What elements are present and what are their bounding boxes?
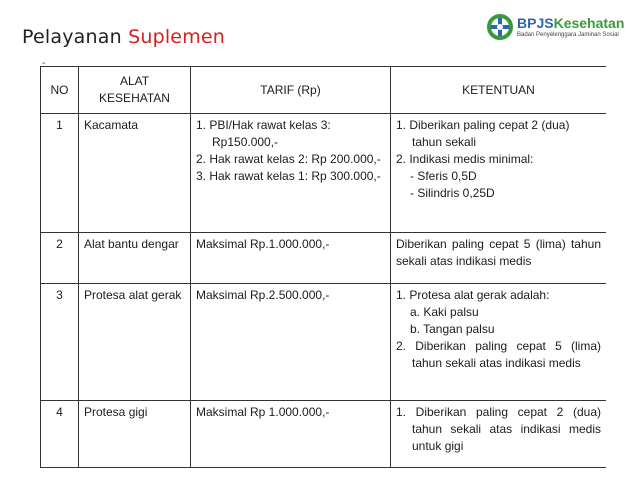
ketentuan-item: 2. Diberikan paling cepat 5 (lima) tahun sekali atas indikasi medis xyxy=(396,339,601,370)
cell-tarif: Maksimal Rp.1.000.000,- xyxy=(191,233,391,284)
cell-ketentuan xyxy=(391,401,607,468)
bpjs-logo xyxy=(487,14,627,42)
logo-name-b: Kesehatan xyxy=(553,15,625,31)
cell-tarif: Maksimal Rp.2.500.000,- xyxy=(191,284,391,401)
ketentuan-item: 2. Indikasi medis minimal: xyxy=(396,152,534,166)
ketentuan-item: 1. Diberikan paling cepat 2 (dua) tahun sekali xyxy=(396,118,570,149)
supplement-table xyxy=(40,66,606,468)
cell-ketentuan: Diberikan paling cepat 5 (lima) tahun sekali atas indikasi medis xyxy=(391,233,607,284)
header-tarif: TARIF (Rp) xyxy=(191,67,391,114)
tarif-item: 3. Hak rawat kelas 1: Rp 300.000,- xyxy=(196,169,381,183)
table-row xyxy=(41,401,607,468)
table-row xyxy=(41,284,607,401)
cell-tarif xyxy=(191,114,391,233)
logo-wordmark xyxy=(517,15,624,31)
cell-no: 2 xyxy=(41,233,79,284)
header-alat-line1: ALAT xyxy=(119,74,150,88)
ketentuan-subitem: - Sferis 0,5D xyxy=(410,169,477,183)
tarif-item: 2. Hak rawat kelas 2: Rp 200.000,- xyxy=(196,152,381,166)
page-title xyxy=(22,26,225,48)
cell-no: 4 xyxy=(41,401,79,468)
cell-tarif: Maksimal Rp 1.000.000,- xyxy=(191,401,391,468)
cell-alat: Alat bantu dengar xyxy=(79,233,191,284)
cell-ketentuan xyxy=(391,114,607,233)
cell-no: 1 xyxy=(41,114,79,233)
logo-tagline: Badan Penyelenggara Jaminan Sosial xyxy=(517,32,619,38)
table-row xyxy=(41,233,607,284)
ketentuan-subitem: b. Tangan palsu xyxy=(410,322,495,336)
header-alat-line2: KESEHATAN xyxy=(99,91,170,105)
page-title-accent: Suplemen xyxy=(128,26,226,48)
cell-no: 3 xyxy=(41,284,79,401)
ketentuan-subitem: a. Kaki palsu xyxy=(410,305,479,319)
tarif-item: 1. PBI/Hak rawat kelas 3: Rp150.000,- xyxy=(196,118,331,149)
cell-alat: Protesa gigi xyxy=(79,401,191,468)
cell-alat: Protesa alat gerak xyxy=(79,284,191,401)
header-alat xyxy=(79,67,191,114)
cell-alat: Kacamata xyxy=(79,114,191,233)
header-ketentuan: KETENTUAN xyxy=(391,67,607,114)
table-row xyxy=(41,114,607,233)
bpjs-emblem-icon xyxy=(487,14,513,40)
ketentuan-item: 1. Protesa alat gerak adalah: xyxy=(396,288,550,302)
header-no: NO xyxy=(41,67,79,114)
scanned-document xyxy=(40,66,606,479)
cell-ketentuan xyxy=(391,284,607,401)
ketentuan-item: 1. Diberikan paling cepat 2 (dua) tahun sekali atas indikasi medis untuk gigi xyxy=(396,405,601,453)
ketentuan-subitem: - Silindris 0,25D xyxy=(410,186,495,200)
page-title-prefix: Pelayanan xyxy=(22,26,122,48)
list-marker: - xyxy=(42,58,46,69)
logo-name-a: BPJS xyxy=(517,15,554,31)
table-header-row xyxy=(41,67,607,114)
